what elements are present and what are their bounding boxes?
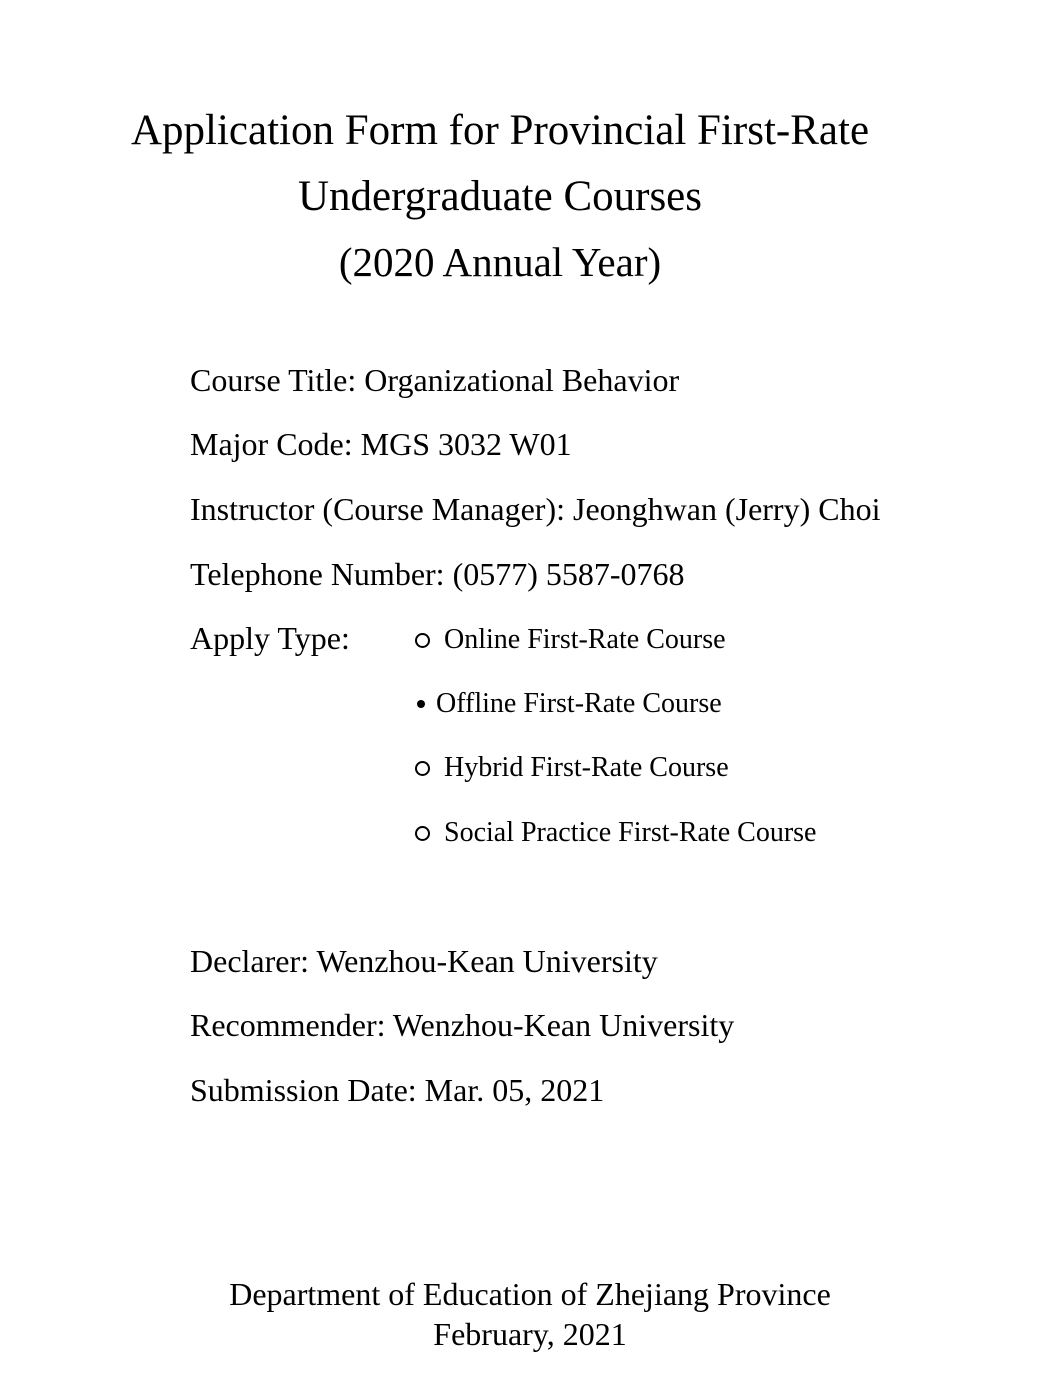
declarer-field: Declarer: Wenzhou-Kean University [190,943,658,979]
apply-option-hybrid[interactable] [415,748,729,788]
recommender-field: Recommender: Wenzhou-Kean University [190,1007,735,1043]
title-line-1: Application Form for Provincial First-Rate [130,107,870,154]
title-year: (2020 Annual Year) [338,239,662,285]
submission-date-field: Submission Date: Mar. 05, 2021 [190,1072,605,1108]
radio-unselected-icon [415,633,430,648]
title-line-2: Undergraduate Courses [297,173,702,220]
radio-unselected-icon [415,826,430,841]
instructor-field: Instructor (Course Manager): Jeonghwan (Jerry) Choi [190,491,881,527]
document-title [0,98,1000,292]
footer-date: February, 2021 [433,1316,627,1352]
telephone-field: Telephone Number: (0577) 5587-0768 [190,556,685,592]
major-code-field: Major Code: MGS 3032 W01 [190,426,572,462]
apply-option-label: Hybrid First-Rate Course [444,752,729,783]
radio-unselected-icon [415,761,430,776]
footer-department: Department of Education of Zhejiang Province [229,1276,831,1312]
apply-option-online[interactable] [415,620,726,660]
apply-option-label: Online First-Rate Course [444,624,726,655]
apply-option-social-practice[interactable] [415,813,816,853]
apply-option-offline[interactable] [415,684,722,724]
course-title-field: Course Title: Organizational Behavior [190,362,680,398]
apply-option-label: Offline First-Rate Course [436,688,722,719]
apply-option-label: Social Practice First-Rate Course [444,817,817,848]
apply-type-label: Apply Type: [190,620,350,656]
radio-selected-icon [417,700,425,708]
